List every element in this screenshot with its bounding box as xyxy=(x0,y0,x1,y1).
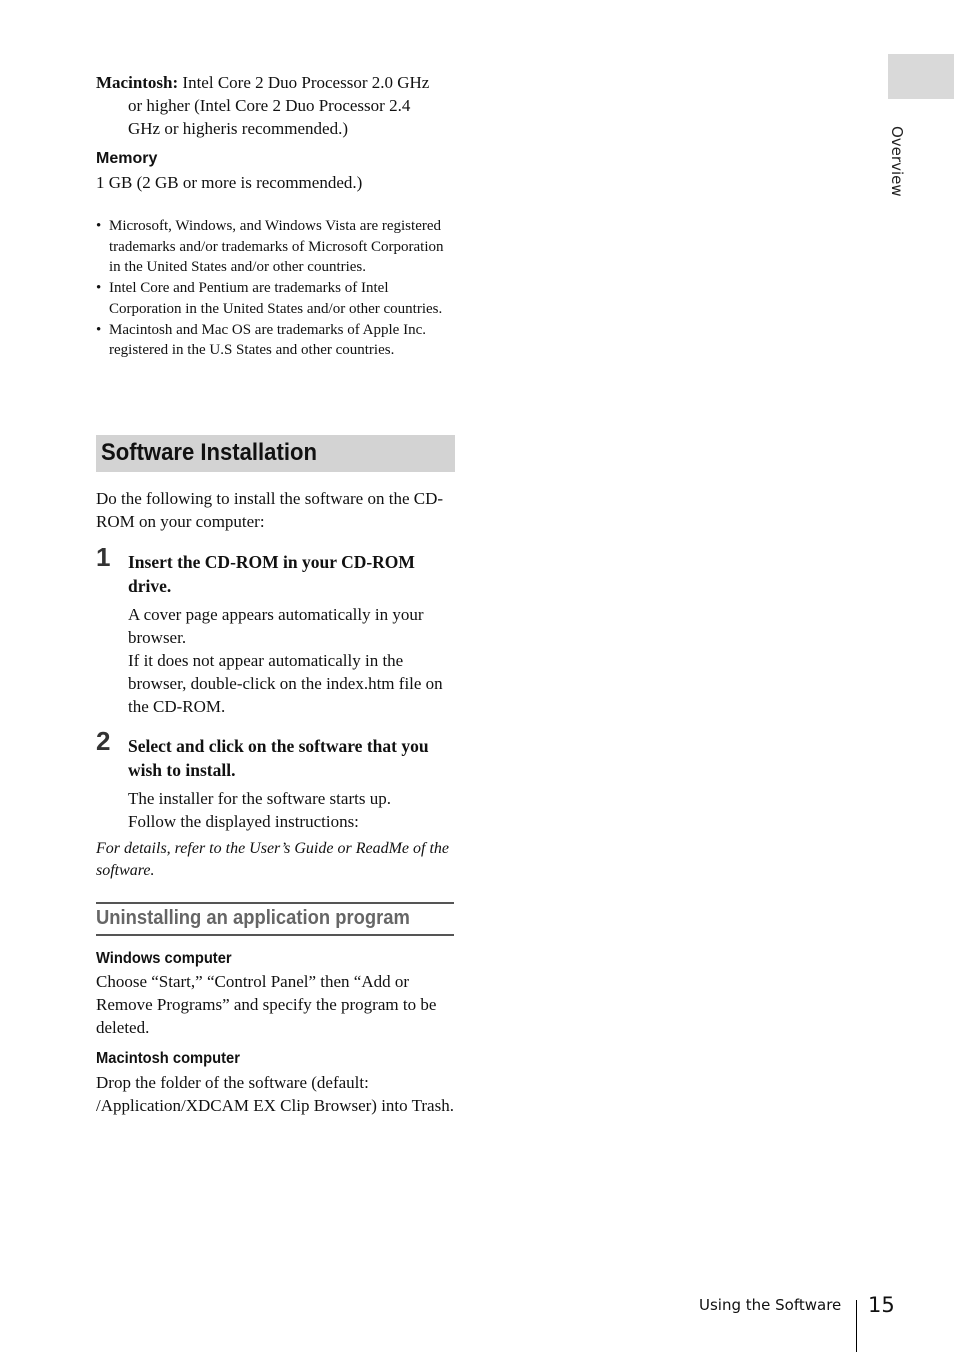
step-body-line: If it does not appear automatically in the browser, double-click on the index.htm file on the CD-ROM. xyxy=(128,651,443,716)
footer-section-label: Using the Software xyxy=(699,1296,842,1314)
memory-heading: Memory xyxy=(96,150,158,167)
page-number: 15 xyxy=(868,1293,895,1317)
macintosh-spec-line3: GHz or higheris recommended.) xyxy=(128,119,348,138)
macintosh-spec-line2: or higher (Intel Core 2 Duo Processor 2.4 xyxy=(128,96,411,115)
step-body-line: The installer for the software starts up. xyxy=(128,789,391,808)
macintosh-heading: Macintosh computer xyxy=(96,1050,240,1067)
step-body-line: Follow the displayed instructions: xyxy=(128,812,359,831)
macintosh-text: Drop the folder of the software (default: /Application/XDCAM EX Clip Browser) into Trash. xyxy=(96,1073,454,1115)
section-title: Software Installation xyxy=(101,439,317,466)
subsection-title: Uninstalling an application program xyxy=(96,907,410,929)
memory-value: 1 GB (2 GB or more is recommended.) xyxy=(96,173,363,192)
subsection-rule-bottom xyxy=(96,934,454,936)
footer-divider xyxy=(856,1300,857,1352)
macintosh-spec-label: Macintosh: xyxy=(96,73,179,92)
macintosh-spec xyxy=(96,71,458,140)
trademark-notes xyxy=(96,216,458,361)
note-text: For details, refer to the User’s Guide or ReadMe of the software. xyxy=(96,840,449,879)
step-body xyxy=(128,603,458,718)
trademark-note-text: Intel Core and Pentium are trademarks of Intel Corporation in the United States and/or other countries. xyxy=(109,280,443,317)
list-item: • Macintosh and Mac OS are trademarks of Apple Inc. registered in the U.S States and other countries. xyxy=(96,321,426,359)
trademark-note-text: Macintosh and Mac OS are trademarks of Apple Inc. registered in the U.S States and other countries. xyxy=(109,321,426,359)
step-number: 2 xyxy=(96,726,111,756)
trademark-note-text: Microsoft, Windows, and Windows Vista are registered trademarks and/or trademarks of Microsoft Corporation in the United States and/or other countries. xyxy=(109,218,444,276)
step-body xyxy=(128,787,458,833)
list-item: • Intel Core and Pentium are trademarks of Intel Corporation in the United States and/or other countries. xyxy=(96,280,443,317)
step-title: Insert the CD-ROM in your CD-ROM drive. xyxy=(128,552,415,596)
side-tab-label: Overview xyxy=(888,126,906,197)
section-thumb-tab xyxy=(888,54,954,99)
macintosh-spec-line1: Intel Core 2 Duo Processor 2.0 GHz xyxy=(178,73,430,92)
list-item: • Microsoft, Windows, and Windows Vista are registered trademarks and/or trademarks of Microsoft Corporation in the United States and/or other countries. xyxy=(96,218,444,276)
windows-text: Choose “Start,” “Control Panel” then “Add or Remove Programs” and specify the program to be deleted. xyxy=(96,972,437,1037)
windows-heading: Windows computer xyxy=(96,950,232,967)
section-intro: Do the following to install the software on the CD-ROM on your computer: xyxy=(96,489,444,531)
step-body-line: A cover page appears automatically in your browser. xyxy=(128,605,424,647)
step-number: 1 xyxy=(96,542,111,572)
step-title: Select and click on the software that you wish to install. xyxy=(128,736,429,780)
